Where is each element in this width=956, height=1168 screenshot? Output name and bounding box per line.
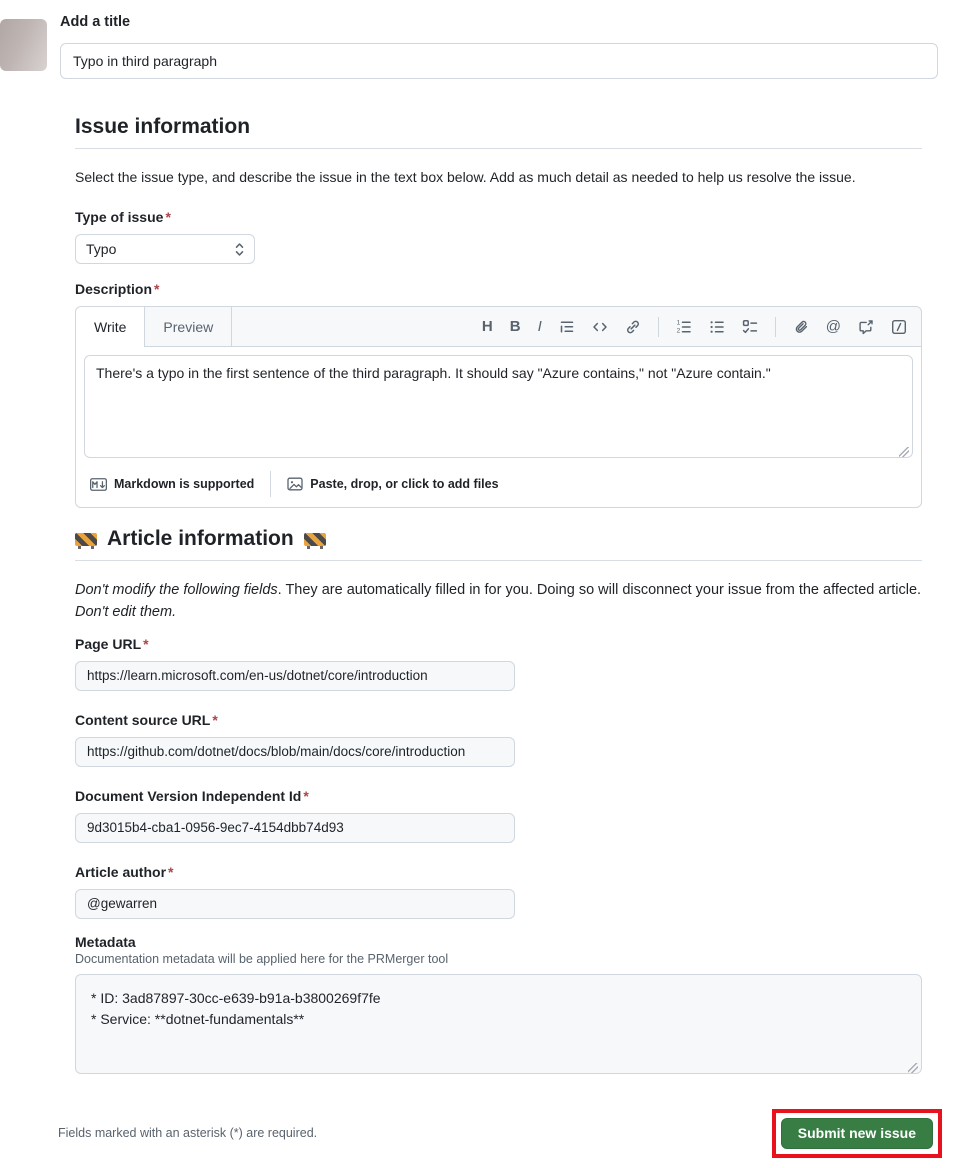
slash-command-icon[interactable] [891, 319, 907, 335]
avatar [0, 19, 47, 71]
document-version-id-input[interactable] [75, 813, 515, 843]
italic-icon[interactable]: I [537, 318, 542, 335]
title-label: Add a title [60, 14, 131, 30]
construction-barrier-icon [75, 533, 97, 546]
markdown-editor [75, 306, 922, 508]
toolbar-divider [775, 317, 776, 337]
editor-header [76, 307, 921, 347]
markdown-icon [90, 478, 107, 491]
resize-handle[interactable] [899, 447, 909, 457]
page-url-input[interactable] [75, 661, 515, 691]
content-source-url-field [75, 712, 922, 767]
toolbar-divider [658, 317, 659, 337]
metadata-textarea[interactable] [75, 974, 922, 1074]
link-icon[interactable] [625, 319, 641, 335]
article-information-heading-text: Article information [107, 527, 294, 550]
tab-write[interactable]: Write [76, 307, 145, 346]
issue-title-section [60, 14, 938, 79]
markdown-supported-button[interactable] [84, 477, 270, 491]
type-of-issue-select[interactable] [75, 234, 255, 264]
required-fields-note: Fields marked with an asterisk (*) are required. [58, 1126, 318, 1141]
issue-information-heading-text: Issue information [75, 115, 251, 138]
bullet-list-icon[interactable] [709, 319, 725, 335]
issue-information-heading [75, 115, 922, 149]
article-information-note: Don't modify the following fields. They are automatically filled in for you. Doing so will disconnect your issue from the affected article. Don't edit them. [75, 582, 922, 621]
numbered-list-icon[interactable] [676, 319, 692, 335]
form-footer [58, 1109, 942, 1158]
type-of-issue-value: Typo [86, 241, 117, 257]
heading-icon[interactable]: H [481, 318, 493, 335]
document-version-id-label: Document Version Independent Id * [75, 787, 309, 804]
task-list-icon[interactable] [742, 319, 758, 335]
editor-toolbar [482, 307, 921, 346]
unfold-chevrons-icon [235, 242, 244, 257]
mention-icon[interactable]: @ [825, 318, 841, 335]
required-asterisk: * [212, 711, 218, 728]
editor-body [76, 347, 921, 469]
submit-new-issue-button[interactable]: Submit new issue [781, 1118, 933, 1149]
required-asterisk: * [154, 281, 160, 297]
svg-text:1: 1 [676, 319, 680, 327]
document-version-id-field [75, 788, 922, 843]
article-author-input[interactable] [75, 889, 515, 919]
content-source-url-label: Content source URL * [75, 711, 218, 728]
metadata-label: Metadata [75, 933, 136, 950]
article-information-heading [75, 527, 922, 561]
metadata-caption: Documentation metadata will be applied here for the PRMerger tool [75, 951, 449, 966]
attach-files-button[interactable] [271, 476, 514, 492]
article-author-label: Article author * [75, 863, 174, 880]
cross-reference-icon[interactable] [858, 319, 874, 335]
bold-icon[interactable]: B [509, 318, 521, 335]
required-asterisk: * [165, 209, 171, 225]
required-asterisk: * [303, 787, 309, 804]
tab-preview[interactable]: Preview [145, 307, 232, 346]
type-of-issue-label: Type of issue * [75, 209, 171, 225]
attach-files-label: Paste, drop, or click to add files [310, 477, 499, 491]
construction-barrier-icon [304, 533, 326, 546]
resize-handle[interactable] [908, 1063, 918, 1073]
content-source-url-input[interactable] [75, 737, 515, 767]
quote-icon[interactable] [559, 319, 575, 335]
svg-text:2: 2 [676, 327, 680, 335]
image-icon [287, 476, 303, 492]
markdown-supported-label: Markdown is supported [114, 477, 255, 491]
title-input[interactable] [60, 43, 938, 79]
description-textarea[interactable] [84, 355, 913, 458]
article-author-field [75, 864, 922, 919]
page-url-label: Page URL * [75, 635, 149, 652]
red-annotation-box [772, 1109, 942, 1158]
code-icon[interactable] [592, 319, 608, 335]
issue-form [75, 115, 922, 1077]
required-asterisk: * [143, 635, 149, 652]
page-url-field [75, 636, 922, 691]
issue-information-intro: Select the issue type, and describe the issue in the text box below. Add as much detail as needed to help us resolve the issue. [75, 169, 856, 185]
description-label: Description * [75, 281, 160, 297]
metadata-field [75, 934, 922, 1077]
paperclip-icon[interactable] [793, 319, 809, 335]
editor-footer [76, 469, 921, 507]
required-asterisk: * [168, 863, 174, 880]
